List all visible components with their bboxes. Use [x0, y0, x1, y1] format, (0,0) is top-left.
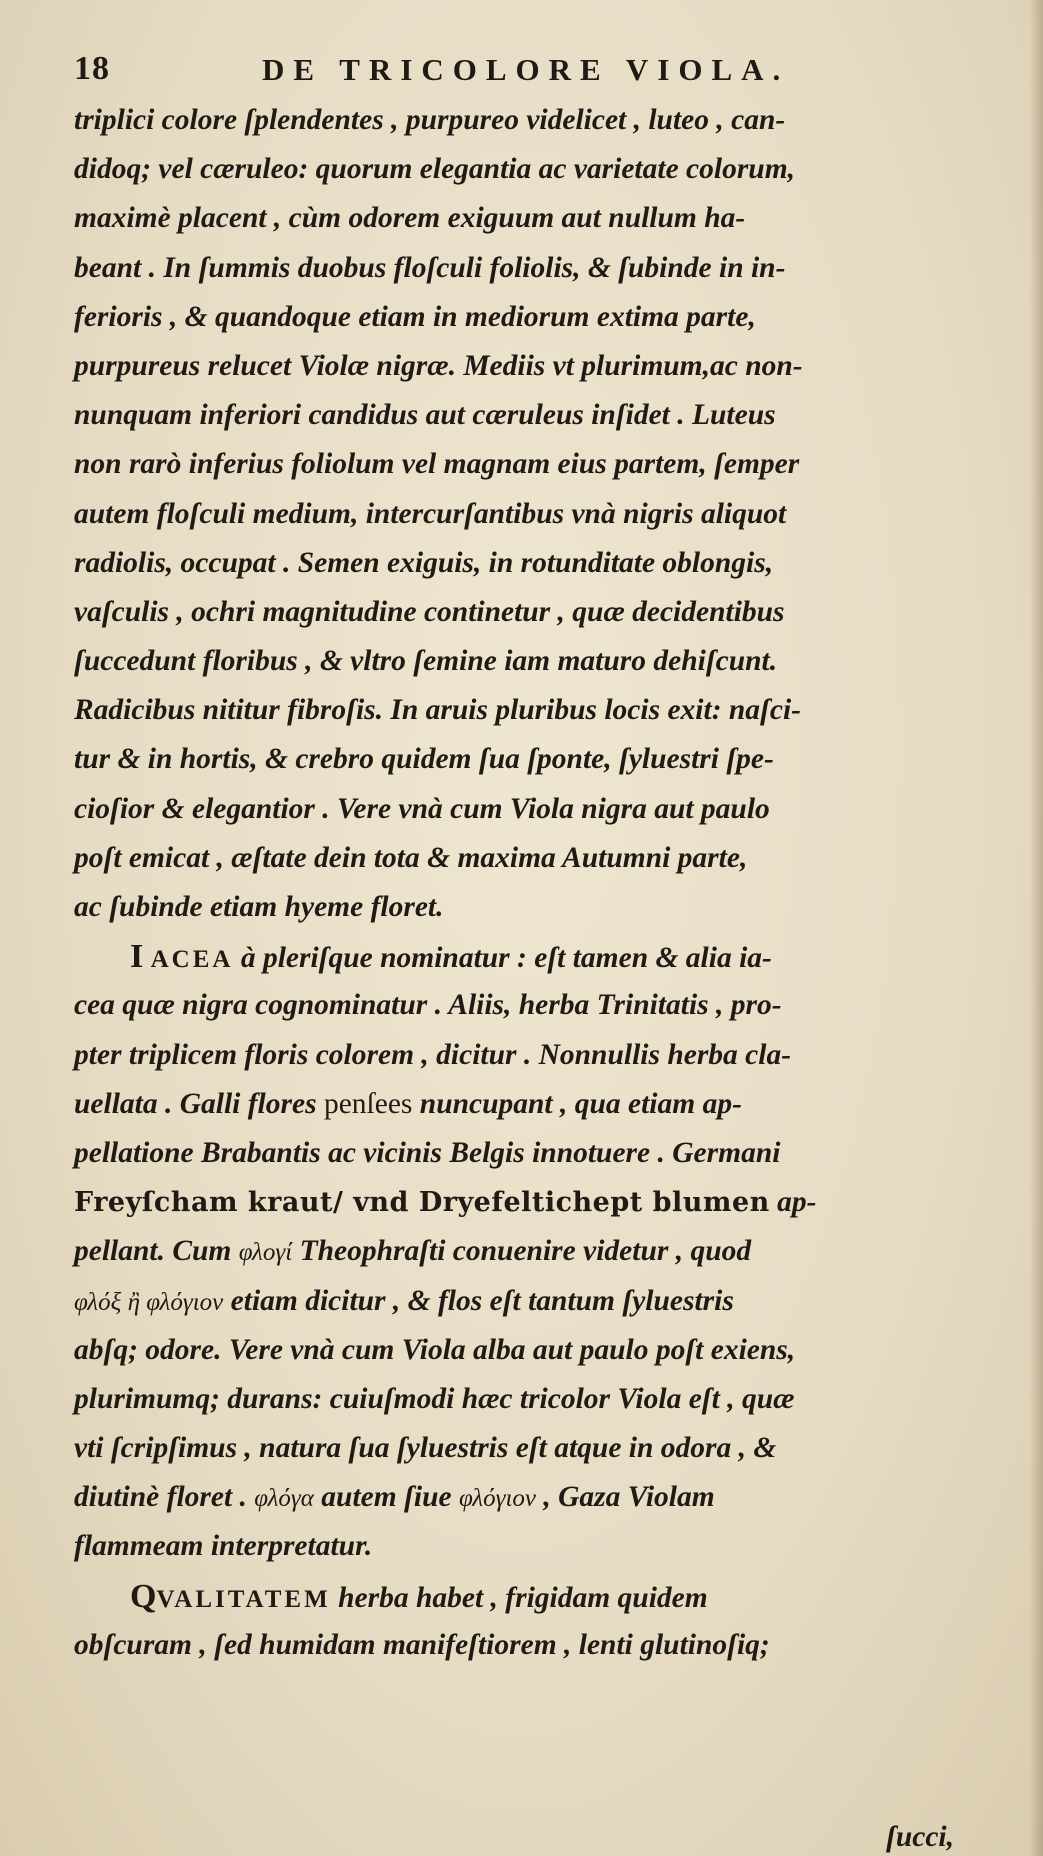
text-line: [74, 1473, 1004, 1522]
greek-word: φλόξ ἢ φλόγιον: [74, 1288, 224, 1316]
body-text: [74, 96, 1004, 1670]
line-text: à pleriſque nominatur : eſt tamen & alia ia-: [233, 942, 772, 975]
text-line: autem floſculi medium, intercurſantibus vnà nigris aliquot: [74, 497, 787, 530]
text-line: poſt emicat , æſtate dein tota & maxima Autumni parte,: [74, 841, 748, 874]
initial-letter: Q: [130, 1577, 157, 1615]
text-line: [74, 1080, 1004, 1129]
line-text: pellant. Cum: [74, 1235, 239, 1268]
text-line: pellatione Brabantis ac vicinis Belgis innotuere . Germani: [74, 1136, 781, 1169]
text-line: cioſior & elegantior . Vere vnà cum Viola nigra aut paulo: [74, 792, 770, 825]
text-line: cea quæ nigra cognominatur . Aliis, herba Trinitatis , pro-: [74, 989, 782, 1022]
text-line: Radicibus nititur fibroſis. In aruis pluribus locis exit: naſci-: [74, 694, 801, 727]
initial-letter: I: [130, 938, 144, 976]
greek-word: φλόγα: [254, 1485, 314, 1513]
text-line: [74, 1227, 1004, 1276]
paragraph-iacea-line: [74, 932, 1004, 981]
text-line: pter triplicem floris colorem , dicitur . Nonnullis herba cla-: [74, 1038, 792, 1071]
text-line: maximè placent , cùm odorem exiguum aut nullum ha-: [74, 202, 746, 235]
text-line: obſcuram , ſed humidam manifeſtiorem , lenti glutinoſiq;: [74, 1628, 770, 1661]
small-caps-word: VALITATEM: [156, 1585, 331, 1613]
line-text: nuncupant , qua etiam ap-: [412, 1087, 742, 1120]
text-line: vti ſcripſimus , natura ſua ſyluestris eſt atque in odora , &: [74, 1432, 777, 1465]
page-edge-shadow: [1029, 0, 1043, 1856]
catchword: ſucci,: [886, 1821, 954, 1853]
text-line: non rarò inferius foliolum vel magnam eius partem, ſemper: [74, 448, 800, 481]
line-text: , Gaza Violam: [535, 1481, 715, 1514]
text-line: purpureus relucet Violæ nigræ. Mediis vt plurimum,ac non-: [74, 349, 803, 382]
greek-word: φλογί: [238, 1239, 293, 1267]
text-line: flammeam interpretatur.: [74, 1530, 373, 1563]
text-line: abſq; odore. Vere vnà cum Viola alba aut paulo poſt exiens,: [74, 1333, 796, 1366]
text-line: radiolis, occupat . Semen exiguis, in rotunditate oblongis,: [74, 546, 774, 579]
line-text: Theophraſti conuenire videtur , quod: [292, 1235, 752, 1268]
text-line: triplici colore ſplendentes , purpureo videlicet , luteo , can-: [74, 104, 786, 136]
text-line: beant . In ſummis duobus floſculi foliolis, & ſubinde in in-: [74, 251, 786, 284]
greek-word: φλόγιον: [458, 1485, 536, 1513]
text-line: tur & in hortis, & crebro quidem ſua ſponte, ſyluestri ſpe-: [74, 743, 774, 776]
text-line: nunquam inferiori candidus aut cæruleus inſidet . Luteus: [74, 399, 776, 432]
roman-word: penſees: [323, 1087, 413, 1120]
line-text: uellata . Galli flores: [74, 1087, 324, 1120]
line-text: autem ſiue: [313, 1481, 459, 1514]
page-number: 18: [74, 50, 110, 87]
text-line: [74, 1277, 1004, 1326]
page-header: [74, 50, 974, 90]
text-line: ſuccedunt floribus , & vltro ſemine iam maturo dehiſcunt.: [74, 645, 778, 678]
text-line: ferioris , & quandoque etiam in mediorum extima parte,: [74, 300, 756, 333]
text-line: ac ſubinde etiam hyeme floret.: [74, 891, 444, 923]
running-title: DE TRICOLORE VIOLA.: [262, 52, 790, 87]
line-text: etiam dicitur , & flos eſt tantum ſyluestris: [223, 1284, 734, 1317]
small-caps-word: ACEA: [150, 946, 234, 974]
text-line: vaſculis , ochri magnitudine continetur , quæ decidentibus: [74, 595, 785, 628]
text-line: plurimumq; durans: cuiuſmodi hæc tricolor Viola eſt , quæ: [74, 1382, 795, 1415]
line-text: diutinè floret .: [74, 1481, 255, 1514]
paragraph-qualitatem-line: [74, 1572, 1004, 1621]
line-text: ap-: [769, 1186, 817, 1219]
text-line: didoq; vel cæruleo: quorum elegantia ac varietate colorum,: [74, 153, 796, 186]
text-line: [74, 1178, 1004, 1227]
line-text: herba habet , frigidam quidem: [330, 1581, 708, 1614]
blackletter-german-names: Freyſcham kraut/ vnd Dryefeltichept blumen: [74, 1187, 770, 1219]
